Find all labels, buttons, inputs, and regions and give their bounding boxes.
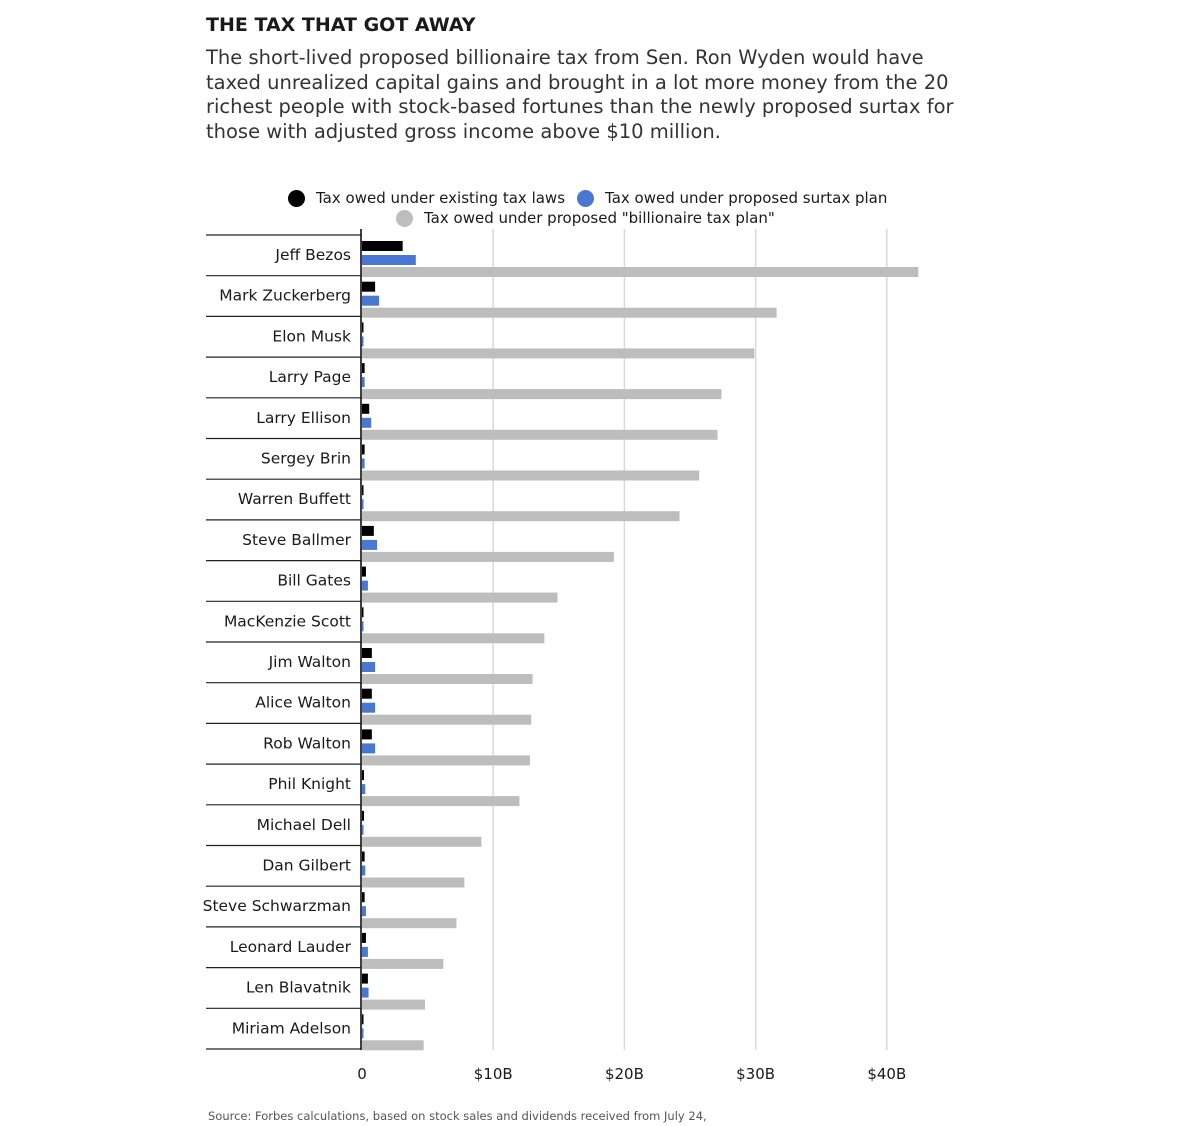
category-label: Steve Ballmer [242,530,351,549]
category-label: Alice Walton [255,693,351,712]
bar-existing [362,526,374,536]
x-tick-label: 0 [357,1065,367,1083]
category-label: Elon Musk [272,327,351,346]
bar-surtax [362,703,375,713]
x-tick-label: $10B [473,1065,513,1083]
bar-billionaire [362,348,754,358]
category-label: Bill Gates [277,571,351,590]
bar-existing [362,607,364,617]
x-tick-label: $30B [736,1065,776,1083]
bar-surtax [362,459,365,469]
category-label: Leonard Lauder [229,937,351,956]
bar-billionaire [362,593,557,603]
bar-surtax [362,255,416,265]
bar-surtax [362,743,375,753]
bar-existing [362,974,368,984]
bar-surtax [362,418,371,428]
bar-surtax [362,540,377,550]
bar-surtax [362,336,364,346]
bar-billionaire [362,430,718,440]
bar-surtax [362,988,369,998]
bar-billionaire [362,511,680,521]
bar-billionaire [362,552,614,562]
bar-surtax [362,825,364,835]
legend-label-surtax: Tax owed under proposed surtax plan [605,189,888,207]
category-label: Sergey Brin [260,449,351,468]
bar-surtax [362,581,368,591]
category-label: Jim Walton [268,653,351,671]
bar-billionaire [362,674,533,684]
chart-title: THE TAX THAT GOT AWAY [206,14,476,36]
bar-surtax [362,1028,364,1038]
bar-existing [362,363,365,373]
bar-surtax [362,377,365,387]
bar-existing [362,282,375,292]
category-label: Len Blavatnik [246,978,351,997]
bar-surtax [362,499,364,509]
bar-surtax [362,296,379,306]
chart-subtitle: The short-lived proposed billionaire tax from Sen. Ron Wyden would have taxed unrealized capital gains and brought in a lot more money from the 20 richest people with stock-based fortunes than the newly proposed surtax for those with adjusted gross income above $10 million. [206,46,954,143]
bar-existing [362,689,372,699]
category-label: Michael Dell [256,815,351,834]
bar-existing [362,241,403,251]
source-note: Source: Forbes calculations, based on stock sales and dividends received from July 24, [208,1109,707,1123]
bar-existing [362,1014,364,1024]
bar-billionaire [362,837,481,847]
category-label: Larry Page [268,368,351,387]
category-label: Larry Ellison [256,408,351,427]
category-label: Warren Buffett [237,490,351,509]
bar-surtax [362,947,368,957]
bar-billionaire [362,633,544,643]
category-label: Miriam Adelson [231,1019,351,1038]
category-label: Mark Zuckerberg [219,286,351,305]
category-label: Rob Walton [263,734,351,753]
bar-surtax [362,866,365,876]
bar-existing [362,648,372,658]
bar-existing [362,485,364,495]
bar-existing [362,567,366,577]
bar-existing [362,404,369,414]
bar-surtax [362,621,364,631]
bar-billionaire [362,1000,425,1010]
legend-label-existing: Tax owed under existing tax laws [316,189,566,207]
bar-billionaire [362,918,456,928]
bar-billionaire [362,308,777,318]
bar-existing [362,445,365,455]
bar-existing [362,852,365,862]
bar-billionaire [362,267,918,277]
bar-existing [362,729,372,739]
bar-billionaire [362,878,464,888]
bar-surtax [362,784,365,794]
bar-existing [362,811,364,821]
bar-billionaire [362,389,721,399]
bar-billionaire [362,796,519,806]
x-tick-label: $40B [867,1065,907,1083]
category-label: Phil Knight [268,775,351,794]
bar-billionaire [362,1040,424,1050]
category-label: Dan Gilbert [262,856,351,875]
category-label: Jeff Bezos [275,246,351,264]
category-label: Steve Schwarzman [202,897,351,916]
bar-billionaire [362,755,530,765]
x-tick-label: $20B [604,1065,644,1083]
bar-existing [362,892,365,902]
bar-billionaire [362,959,443,969]
bar-billionaire [362,715,531,725]
bar-surtax [362,662,375,672]
legend-label-billionaire: Tax owed under proposed "billionaire tax plan" [424,209,775,227]
bar-existing [362,322,364,332]
category-label: MacKenzie Scott [223,612,351,631]
bar-existing [362,933,366,943]
bar-existing [362,770,364,780]
bar-surtax [362,906,366,916]
bar-billionaire [362,471,699,481]
